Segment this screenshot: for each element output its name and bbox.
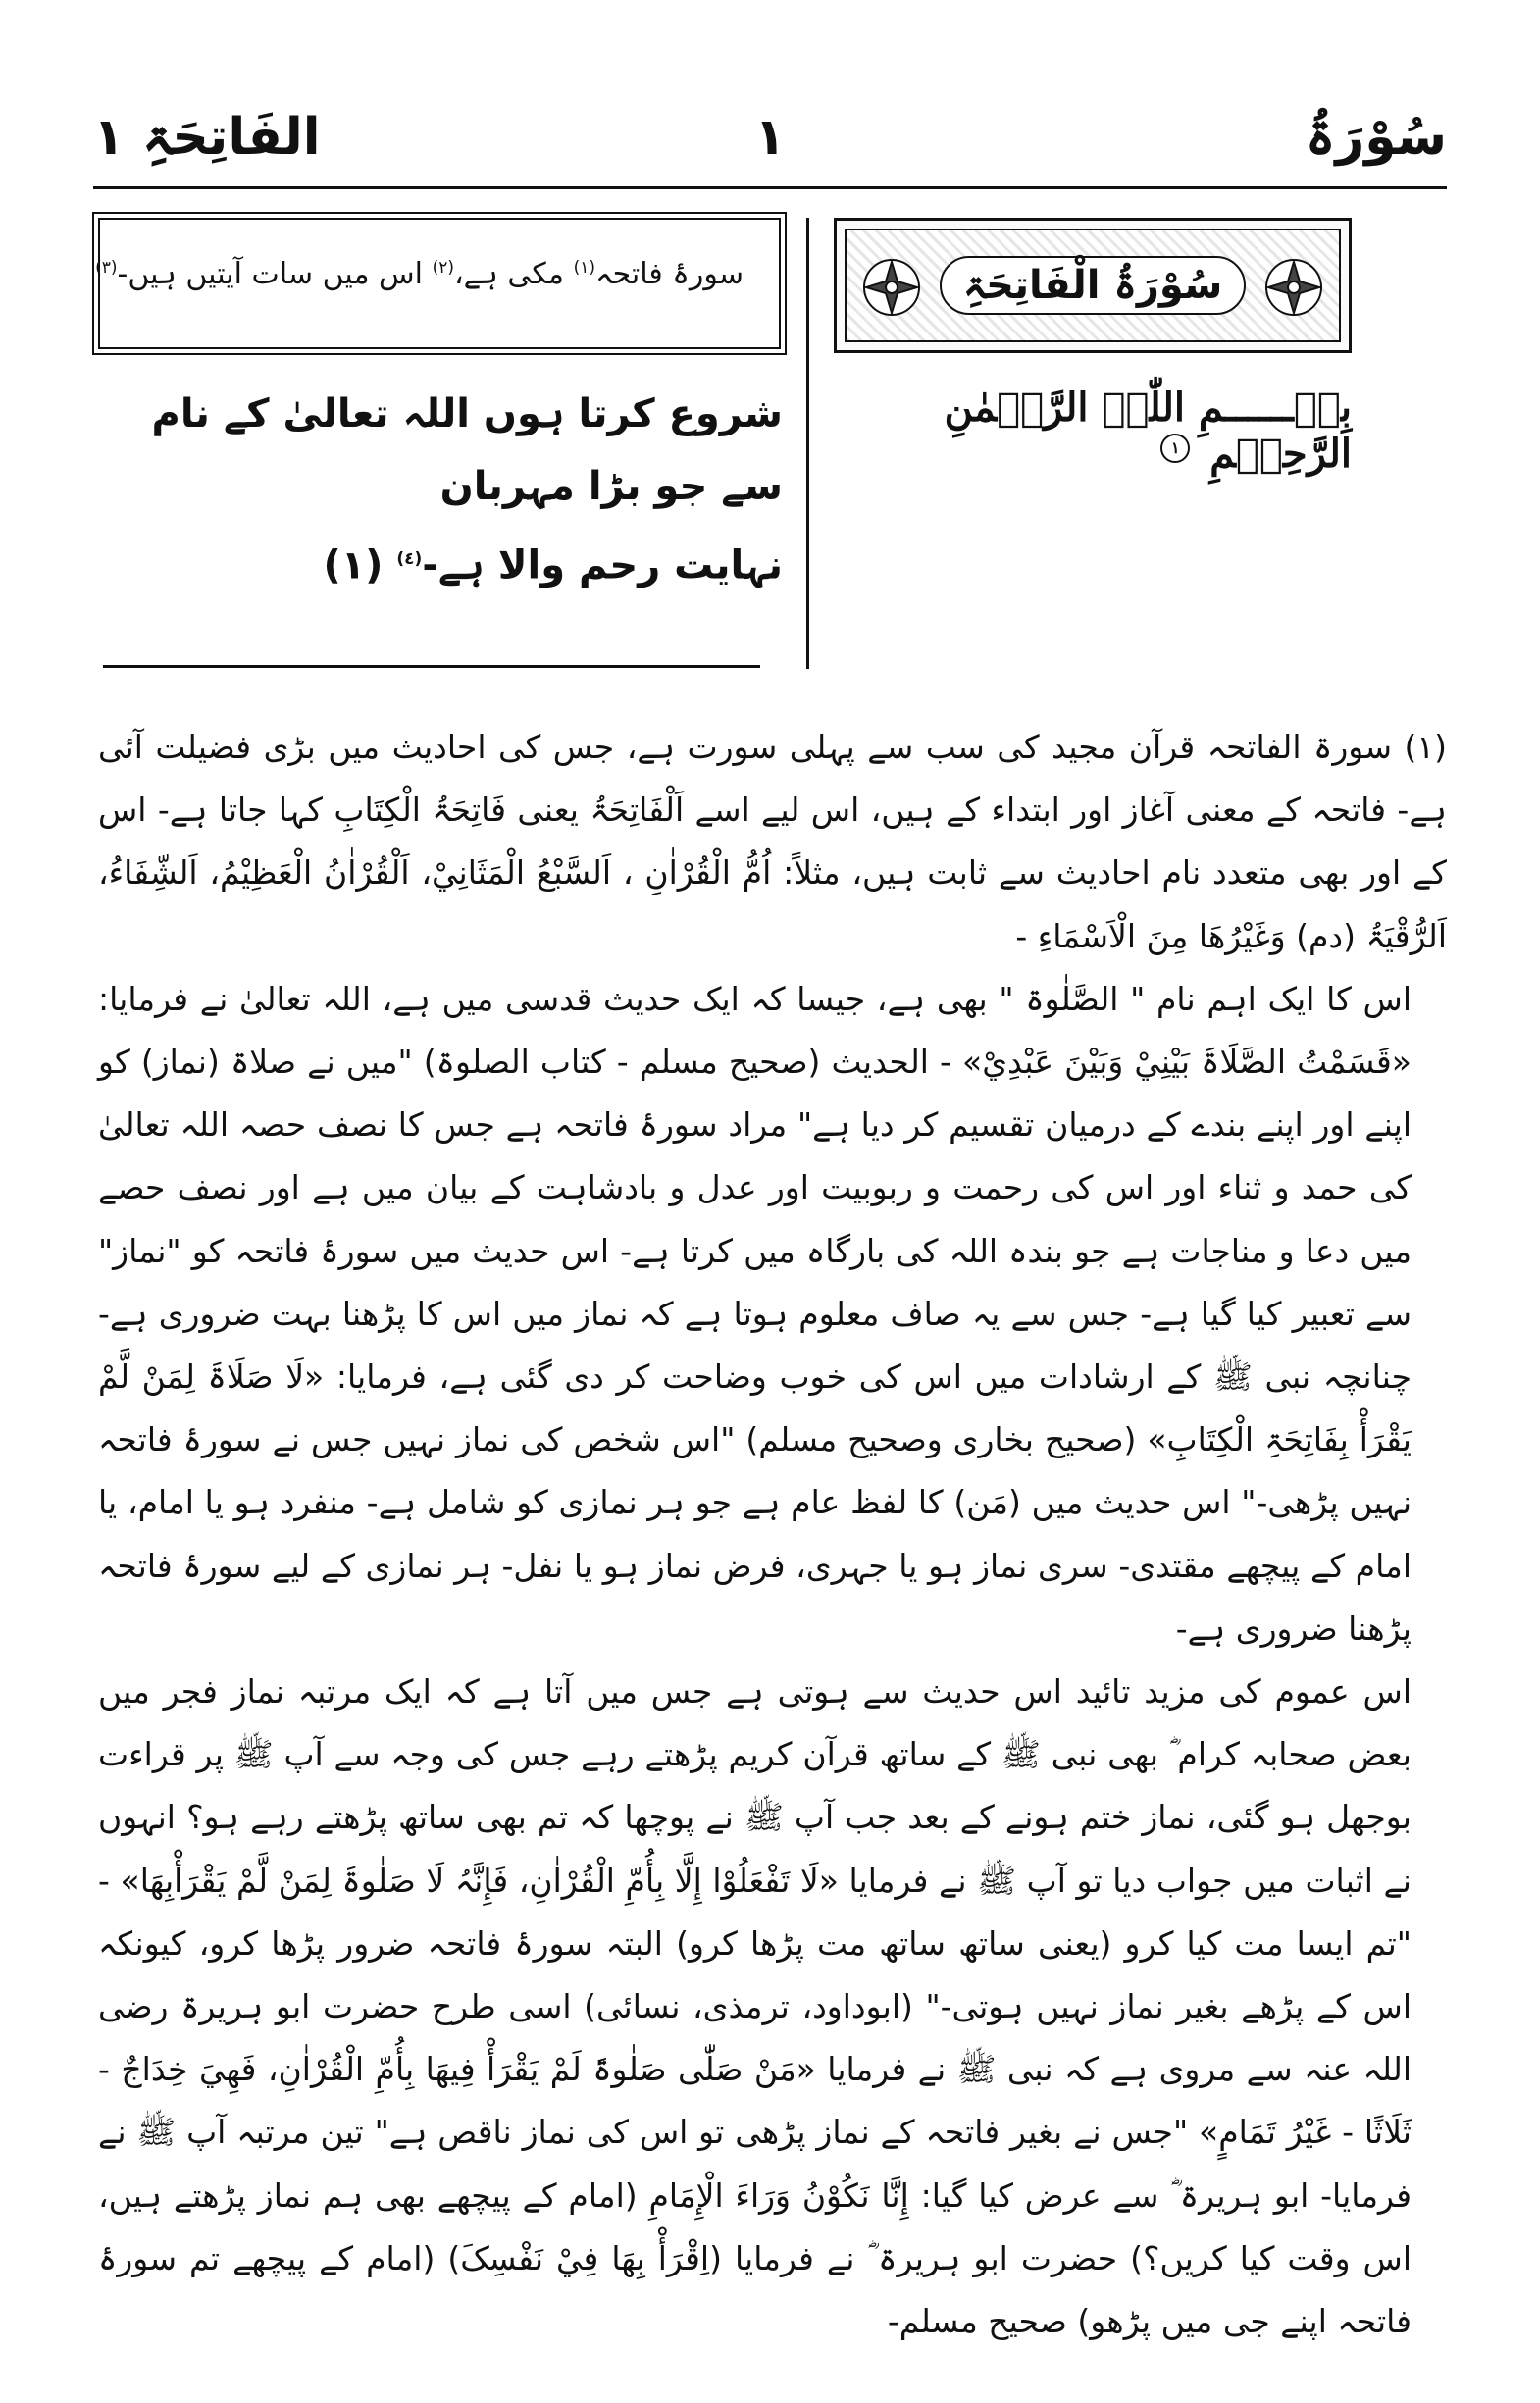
intro-box — [95, 218, 781, 349]
ornament-pattern — [845, 229, 1341, 342]
surah-title: سُوْرَۃُ الْفَاتِحَۃِ — [940, 256, 1246, 315]
commentary-ref: (١) — [323, 542, 384, 588]
footnote-ref: (٢) — [432, 258, 454, 278]
basmala-text: بِسۡــــــمِ اللّٰہِ الرَّحۡمٰنِ الرَّحِیۡمِ — [944, 384, 1352, 477]
footnote-rule — [103, 665, 760, 668]
commentary-paragraph: اس عموم کی مزید تائید اس حدیث سے ہوتی ہے جس میں آتا ہے کہ ایک مرتبہ نماز فجر میں بعض صحابہ کرام ؓ بھی نبی ﷺ کے ساتھ قرآن کریم پڑھتے رہے جس کی وجہ سے آپ ﷺ پر قراءت بوجھل ہو گئی، نماز ختم ہونے کے بعد جب آپ ﷺ نے پوچھا کہ تم بھی ساتھ پڑھتے رہے ہو؟ انہوں نے اثبات میں جواب دیا تو آپ ﷺ نے فرمایا «لَا تَفْعَلُوْا إِلَّا بِأُمِّ الْقُرْاٰنِ، فَإِنَّہُ لَا صَلٰوۃَ لِمَنْ لَّمْ یَقْرَأْبِھَا» - "تم ایسا مت کیا کرو (یعنی ساتھ ساتھ مت پڑھا کرو) البتہ سورۂ فاتحہ ضرور پڑھا کرو، کیونکہ اس کے پڑھے بغیر نماز نہیں ہوتی-" (ابوداود، ترمذی، نسائی) اسی طرح حضرت ابو ہریرۃ رضی اللہ عنہ سے مروی ہے کہ نبی ﷺ نے فرمایا «مَنْ صَلّٰی صَلٰوۃً لَمْ یَقْرَأْ فِیھَا بِأُمِّ الْقُرْاٰنِ، فَھِيَ خِدَاجٌ - ثَلَاثًا - غَیْرُ تَمَامٍ» "جس نے بغیر فاتحہ کے نماز پڑھی تو اس کی نماز ناقص ہے" تین مرتبہ آپ ﷺ نے فرمایا- ابو ہریرۃ ؓ سے عرض کیا گیا: إِنَّا نَکُوْنُ وَرَاءَ الْإِمَامِ (امام کے پیچھے بھی ہم نماز پڑھتے ہیں، اس وقت کیا کریں؟) حضرت ابو ہریرۃ ؓ نے فرمایا (اِقْرَأْ بِھَا فِيْ نَفْسِکَ) (امام کے پیچھے تم سورۂ فاتحہ اپنے جی میں پڑھو) صحیح مسلم- — [98, 1672, 1412, 2341]
verse-marker: ١ — [1160, 434, 1190, 463]
page-header — [93, 108, 1447, 196]
commentary-paragraph: (١) سورۃ الفاتحہ قرآن مجید کی سب سے پہلی سورت ہے، جس کی احادیث میں بڑی فضیلت آئی ہے- فاتحہ کے معنی آغاز اور ابتداء کے ہیں، اس لیے اسے اَلْفَاتِحَۃُ یعنی فَاتِحَۃُ الْکِتَابِ کہا جاتا ہے- اس کے اور بھی متعدد نام احادیث سے ثابت ہیں، مثلاً: اُمُّ الْقُرْاٰنِ ، اَلسَّبْعُ الْمَثَانِيْ، اَلْقُرْاٰنُ الْعَظِیْمُ، اَلشِّفَاءُ، اَلرُّقْیَۃُ (دم) وَغَیْرُھَا مِنَ الْاَسْمَاءِ - — [98, 728, 1447, 955]
intro-part-c: اس میں سات آیتیں ہیں- — [117, 257, 424, 291]
translation-line-1: شروع کرتا ہوں اللہ تعالیٰ کے نام سے جو بڑا مہربان — [151, 391, 783, 509]
intro-text — [95, 257, 744, 291]
column-divider — [806, 218, 809, 669]
header-rule — [93, 186, 1447, 189]
commentary-paragraph: اس کا ایک اہم نام " الصَّلٰوۃ " بھی ہے، جیسا کہ ایک حدیث قدسی میں ہے، اللہ تعالیٰ نے فرمایا: «قَسَمْتُ الصَّلَاۃَ بَیْنِيْ وَبَیْنَ عَبْدِيْ» - الحدیث (صحیح مسلم - کتاب الصلوۃ) "میں نے صلاۃ (نماز) کو اپنے اور اپنے بندے کے درمیان تقسیم کر دیا ہے" مراد سورۂ فاتحہ ہے جس کا نصف حصہ اللہ تعالیٰ کی حمد و ثناء اور اس کی رحمت و ربوبیت اور عدل و بادشاہت کے بیان میں ہے اور نصف حصے میں دعا و مناجات ہے جو بندہ اللہ کی بارگاہ میں کرتا ہے- اس حدیث میں سورۂ فاتحہ کو "نماز" سے تعبیر کیا گیا ہے- جس سے یہ صاف معلوم ہوتا ہے کہ نماز میں اس کا پڑھنا بہت ضروری ہے- چنانچہ نبی ﷺ کے ارشادات میں اس کی خوب وضاحت کر دی گئی ہے، فرمایا: «لَا صَلَاۃَ لِمَنْ لَّمْ یَقْرَأْ بِفَاتِحَۃِ الْکِتَابِ» (صحیح بخاری وصحیح مسلم) "اس شخص کی نماز نہیں جس نے سورۂ فاتحہ نہیں پڑھی-" اس حدیث میں (مَن) کا لفظ عام ہے جو ہر نمازی کو شامل ہے- منفرد ہو یا امام، یا امام کے پیچھے مقتدی- سری نماز ہو یا جہری، فرض نماز ہو یا نفل- ہر نمازی کے لیے سورۂ فاتحہ پڑھنا ضروری ہے- — [98, 979, 1412, 1648]
rosette-icon — [1262, 256, 1325, 319]
rosette-icon — [860, 256, 923, 319]
intro-part-a: سورۂ فاتحہ — [594, 257, 744, 291]
footnote-ref: (١) — [573, 258, 595, 278]
surah-label: سُوْرَۃُ — [1305, 108, 1447, 167]
intro-part-b: مکی ہے، — [453, 257, 565, 291]
basmala — [861, 384, 1352, 477]
page-number: ١ — [754, 108, 786, 167]
footnote-ref: (٣) — [95, 258, 118, 278]
commentary — [98, 716, 1447, 2353]
translation — [98, 378, 783, 601]
surah-name-header: الفَاتِحَۃِ ١ — [93, 108, 321, 167]
translation-line-2: نہایت رحم والا ہے- — [422, 542, 783, 588]
surah-title-ornament — [834, 218, 1352, 353]
footnote-ref: (٤) — [396, 549, 423, 569]
